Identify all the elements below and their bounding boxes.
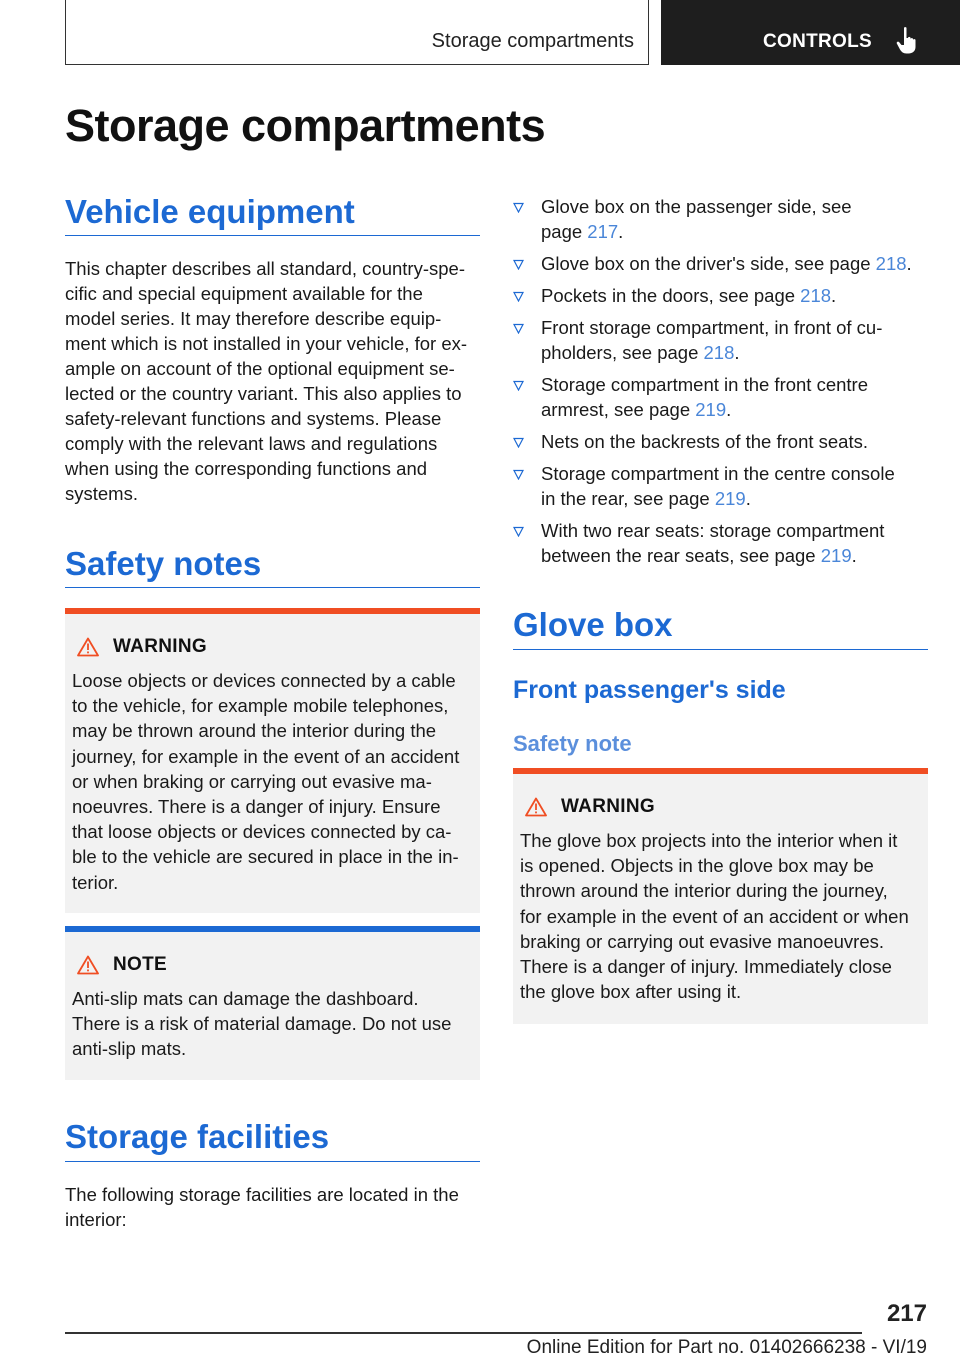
warning-title: WARNING <box>561 796 655 817</box>
warning-triangle-icon <box>525 797 547 817</box>
bullet-triangle-icon <box>513 469 524 480</box>
list-item: Front storage compartment, in front of cu- pholders, see page 218. <box>513 315 928 365</box>
warning-text: The glove box projects into the interior when it is opened. Objects in the glove box may be thrown around the interior during the journey, for example in the event of an accident or when braking or carrying out evasive manoeuvres. There is a danger of injury. Immediately close the glove box after using it. <box>520 830 909 1003</box>
note-triangle-icon <box>77 955 99 975</box>
heading-storage-facilities: Storage facilities <box>65 1118 480 1162</box>
warning-bar <box>513 768 928 774</box>
warning-title: WARNING <box>113 636 207 657</box>
page-title: Storage compartments <box>65 100 546 151</box>
page-link[interactable]: 218 <box>800 285 832 306</box>
note-box-anti-slip <box>65 926 480 1080</box>
warning-triangle-icon <box>77 637 99 657</box>
list-item: Pockets in the doors, see page 218. <box>513 283 928 308</box>
heading-front-passenger-side: Front passenger's side <box>513 676 786 704</box>
page-link[interactable]: 218 <box>875 253 907 274</box>
bullet-triangle-icon <box>513 291 524 302</box>
page-link[interactable]: 218 <box>703 342 735 363</box>
header-section-tab <box>65 0 649 65</box>
storage-facilities-text: The following storage facilities are located in the interior: <box>65 1184 459 1230</box>
header-chapter-tab[interactable] <box>661 0 960 65</box>
warning-box-safety <box>65 608 480 913</box>
pointing-hand-icon <box>895 26 919 54</box>
page-link[interactable]: 217 <box>587 221 619 242</box>
bullet-triangle-icon <box>513 526 524 537</box>
bullet-triangle-icon <box>513 437 524 448</box>
header-section-title: Storage compartments <box>431 30 634 52</box>
bullet-triangle-icon <box>513 259 524 270</box>
storage-facilities-list <box>513 194 928 575</box>
note-text: Anti-slip mats can damage the dashboard. There is a risk of material damage. Do not use anti-slip mats. <box>72 988 452 1060</box>
footer-edition: Online Edition for Part no. 01402666238 - VI/19 <box>526 1337 927 1358</box>
list-item: Glove box on the passenger side, see page 217. <box>513 194 928 244</box>
list-item: Storage compartment in the front centre armrest, see page 219. <box>513 372 928 422</box>
list-item: Nets on the backrests of the front seats. <box>513 429 928 454</box>
page-link[interactable]: 219 <box>820 545 852 566</box>
note-title: NOTE <box>113 954 167 975</box>
heading-vehicle-equipment: Vehicle equipment <box>65 193 480 236</box>
bullet-triangle-icon <box>513 202 524 213</box>
footer-rule <box>65 1332 862 1334</box>
page-link[interactable]: 219 <box>695 399 727 420</box>
bullet-triangle-icon <box>513 380 524 391</box>
list-item: With two rear seats: storage compartment between the rear seats, see page 219. <box>513 518 928 568</box>
warning-box-glove-box <box>513 768 928 1024</box>
warning-bar <box>65 608 480 614</box>
list-item: Storage compartment in the centre console in the rear, see page 219. <box>513 461 928 511</box>
heading-safety-note: Safety note <box>513 731 632 756</box>
vehicle-equipment-text: This chapter describes all standard, country-spe- cific and special equipment available for the model series. It may therefore describe equip- ment which is not installed in your vehicle, for ex- ample on account of the optional equipment se- lected or the country variant. This also applies to safety-relevant functions and systems. Please comply with the relevant laws and regulations when using the corresponding functions and systems. <box>65 258 468 504</box>
note-bar <box>65 926 480 932</box>
list-item: Glove box on the driver's side, see page 218. <box>513 251 928 276</box>
bullet-triangle-icon <box>513 323 524 334</box>
heading-glove-box: Glove box <box>513 606 928 650</box>
header-chapter-title: CONTROLS <box>763 31 873 52</box>
warning-text: Loose objects or devices connected by a cable to the vehicle, for example mobile telephones, may be thrown around the interior during the journey, for example in the event of an accident or when braking or carrying out evasive ma- noeuvres. There is a danger of injury. Ensure that loose objects or devices connected by ca- ble to the vehicle are secured in place in the in- terior. <box>72 670 460 893</box>
heading-safety-notes: Safety notes <box>65 545 480 588</box>
page-number: 217 <box>886 1300 927 1327</box>
page-link[interactable]: 219 <box>714 488 746 509</box>
